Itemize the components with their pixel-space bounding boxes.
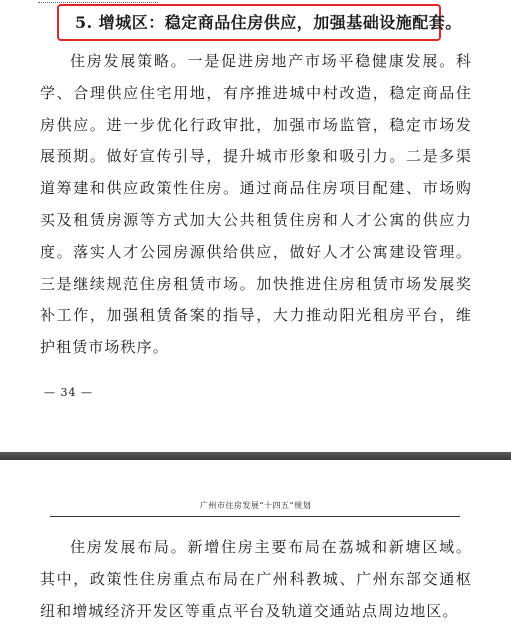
document-page-35 bbox=[0, 460, 511, 631]
running-header: 广州市住房发展“十四五”规划 bbox=[199, 501, 312, 510]
clipped-text-remnant bbox=[38, 0, 158, 3]
page-separator bbox=[0, 452, 511, 460]
housing-strategy-paragraph: 住房发展策略。一是促进房地产市场平稳健康发展。科学、合理供应住宅用地，有序推进城中村改造，稳定商品住房供应。进一步优化行政审批，加强市场监管，稳定市场发展预期。做好宣传引导，提升城市形象和吸引力。二是多渠道筹建和供应政策性住房。通过商品住房项目配建、市场购买及租赁房源等方式加大公共租赁住房和人才公寓的供应力度。落实人才公园房源供给供应，做好人才公寓建设管理。三是继续规范住房租赁市场。加快推进住房租赁市场发展奖补工作，加强租赁备案的指导，大力推动阳光租房平台，维护租赁市场秩序。 bbox=[40, 52, 472, 357]
page-number: — 34 — bbox=[44, 386, 93, 399]
housing-layout-paragraph: 住房发展布局。新增住房主要布局在荔城和新塘区域。其中，政策性住房重点布局在广州科教城、广州东部交通枢纽和增城经济开发区等重点平台及轨道交通站点周边地区。 bbox=[40, 538, 472, 620]
section-heading: 5. 增城区：稳定商品住房供应，加强基础设施配套。 bbox=[75, 13, 462, 32]
header-rule bbox=[50, 516, 460, 517]
